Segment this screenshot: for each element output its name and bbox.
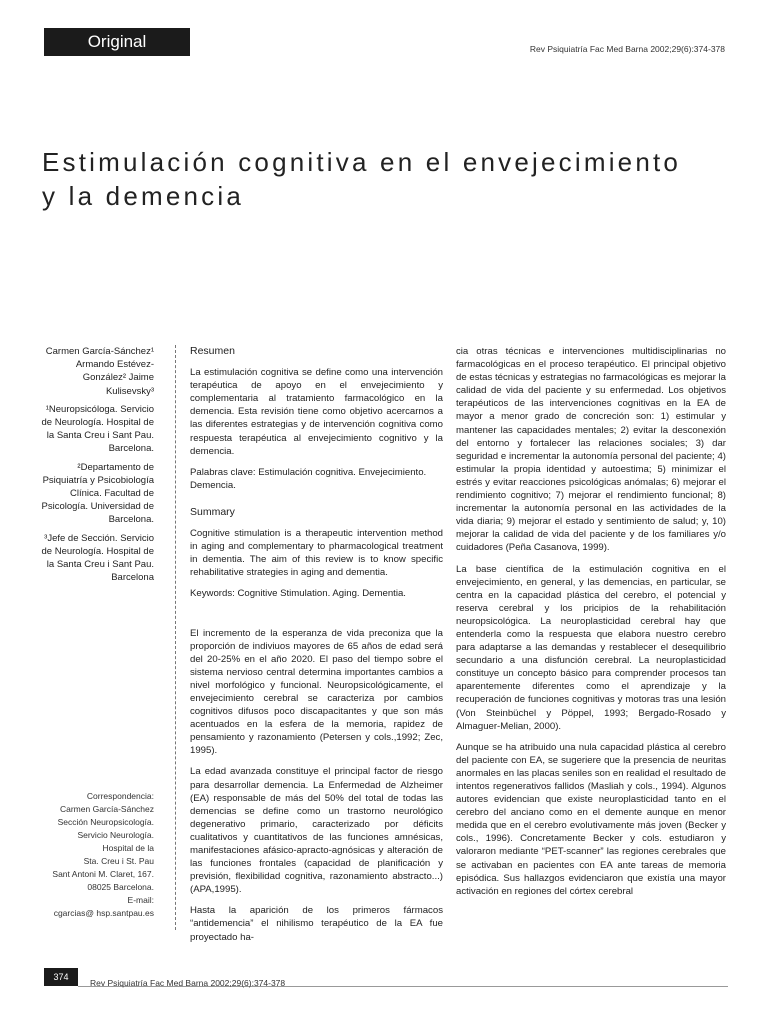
correspondence-service: Servicio Neurología.: [77, 830, 154, 840]
journal-citation: Rev Psiquiatría Fac Med Barna 2002;29(6):374-378: [529, 44, 725, 54]
abstract-column: [190, 345, 443, 952]
summary-text: Cognitive stimulation is a therapeutic intervention method in aging and complementary to pharmacological treatment in dementia. The aim of this review is to know specific rehabilitative strategies in aging and dementia.: [190, 528, 443, 579]
palabras-clave: Palabras clave: Estimulación cognitiva. Envejecimiento. Demencia.: [190, 466, 427, 491]
resumen-heading: Resumen: [190, 345, 235, 357]
author-names: Carmen García-Sánchez¹ Armando Estévez-González² Jaime Kulisevsky³: [45, 346, 154, 397]
title-line-1: Estimulación cognitiva en el envejecimiento: [42, 147, 682, 177]
correspondence-block: [40, 790, 154, 920]
body-paragraph-1: El incremento de la esperanza de vida preconiza que la proporción de indiviuos mayores de 65 años de edad será del 20-25% en el año 2020. El paso del tiempo sobre el sistema nervioso central determina importantes cambios a nivel morfológico y funcional. Neuropsicológicamente, el envejecimiento cerebral se caracteriza por cambios cognitivos difusos poco discapacitantes y que son más acentuados en la esfera de la memoria, rapidez de pensamiento y razonamiento (Petersen y cols.,1992; Zec, 1995).: [190, 627, 443, 757]
body-paragraph-3: Hasta la aparición de los primeros fármacos “antidemencia” el nihilismo terapéutico de la EA fue proyectado ha-: [190, 905, 443, 943]
right-column: [456, 345, 726, 906]
body-paragraph-2: La edad avanzada constituye el principal factor de riesgo para desarrollar demencia. La Enfermedad de Alzheimer (EA) responsable de más del 50% del total de todas las demencias se define como un trastorno neurológico degenerativo primario, caracterizado por déficits cualitativos y cuantitativos de las funciones amnésicas, manifestaciones afásico-apracto-agnósicas y alteración de las funciones frontales (capacidad de planificación y previsión, flexibilidad cognitiva, razonamiento abstracto...) (APA,1995).: [190, 766, 443, 896]
affiliation-3: ³Jefe de Sección. Servicio de Neurología. Hospital de la Santa Creu i Sant Pau. Barcelona: [41, 532, 154, 584]
correspondence-name: Carmen García-Sánchez: [59, 804, 154, 814]
correspondence-hospital: Hospital de la: [102, 843, 154, 853]
author-block: [40, 345, 154, 589]
correspondence-address: Sant Antoni M. Claret, 167.: [52, 869, 154, 879]
column-divider: [175, 345, 176, 930]
correspondence-hospital-2: Sta. Creu i St. Pau: [83, 856, 154, 866]
page-number: 374: [44, 968, 78, 986]
article-title: [42, 145, 732, 213]
keywords: Keywords: Cognitive Stimulation. Aging. Dementia.: [190, 588, 406, 600]
correspondence-email[interactable]: cgarcias@ hsp.santpau.es: [53, 908, 154, 918]
title-line-2: y la demencia: [42, 181, 245, 211]
affiliation-1: ¹Neuropsicóloga. Servicio de Neurología. Hospital de la Santa Creu i Sant Pau. Barcelona.: [41, 403, 154, 455]
right-paragraph-1: cia otras técnicas e intervenciones multidisciplinarias no farmacológicas en el proceso terapéutico. El principal objetivo de estas técnicas y estrategias no farmacológicas es mejorar la calidad de vida del paciente y su enfermedad. Los objetivos terapéuticos de las intervenciones cognitivas en la EA de mayor a menor grado de concreción son: 1) estimular y mantener las capacidades mentales; 2) evitar la desconexión del entorno y fortalecer las relaciones sociales; 3) dar seguridad e incrementar la autonomía personal del paciente; 4) estimular la propia identidad y autoestima; 5) minimizar el estrés y evitar reacciones psicológicas anómalas; 6) mejorar el rendimiento cognitivo; 7) mejorar el rendimiento funcional; 8) incrementar la autonomía personal en las actividades de la vida diaria; 9) mejorar el estado y sentimiento de salud; y, 10) mejorar la calidad de vida del paciente y de los familiares y/o cuidadores (Peña Casanova, 1999).: [456, 346, 726, 554]
right-paragraph-3: Aunque se ha atribuido una nula capacidad plástica al cerebro del paciente con EA, se sugeriere que la presencia de neuritas anormales en las placas seniles son en realidad el resultado de intentos regenerativos fallidos (Masliah y cols., 1994). Algunos autores evidencian que existe neuroplasticidad tanto en el cerebro del anciano como en el demente aunque en menor medida que en el cerebro evolutivamente más joven (Becker y cols., 1996). Concretamente Becker y cols. estudiaron y valoraron mediante “PET-scanner” las regiones cerebrales que se activaban en pacientes con EA ante tareas de memoria episódica. Sus hallazgos evidenciaron que existía una mayor activación en regiones del córtex cerebral: [456, 741, 726, 897]
correspondence-section: Sección Neuropsicología.: [57, 817, 154, 827]
section-tag: Original: [44, 28, 190, 56]
affiliation-2: ²Departamento de Psiquiatría y Psicobiología Clínica. Facultad de Psicología. Universidad de Barcelona.: [41, 461, 154, 526]
footer-citation: Rev Psiquiatría Fac Med Barna 2002;29(6):374-378: [90, 978, 286, 988]
resumen-text: La estimulación cognitiva se define como una intervención terapéutica de apoyo en el envejecimiento y complementaria al tratamiento farmacológico en la demencia. Esta revisión tiene como objetivo acercarnos a las diferentes estrategias y de intervención cognitiva como respuesta terapéutica al envejecimiento cognitivo y la demencia.: [190, 367, 443, 457]
correspondence-email-label: E-mail:: [127, 895, 154, 905]
correspondence-city: 08025 Barcelona.: [87, 882, 154, 892]
correspondence-label: Correspondencia:: [86, 791, 154, 801]
right-paragraph-2: La base científica de la estimulación cognitiva en el envejecimiento, en general, y las demencias, en particular, se centra en la capacidad plástica del cerebro, el potencial y reserva cerebral y los pricipios de la rehabilitación neuropsicológica. La neuroplasticidad cerebral hay que entenderla como la respuesta que elabora nuestro cerebro para adaptarse a las demandas y restablecer el desequilibrio secundario a una disfunción cerebral. La neuroplasticidad constituye un concepto básico para comprender procesos tan aparentemente diferentes como el aprendizaje y la recuperación de funciones cognitivas y motoras tras una lesión (Von Steinbüchel y Pöppel, 1993; Bergado-Rosado y Almaguer-Melian, 2000).: [456, 563, 726, 732]
summary-heading: Summary: [190, 505, 235, 518]
